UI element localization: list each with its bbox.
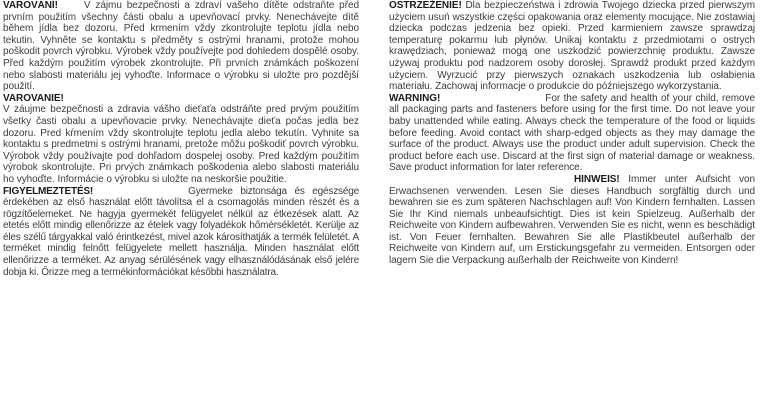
warning-section-polish: [389, 0, 755, 93]
warning-section-hungarian: [3, 186, 359, 279]
warning-section-slovak: [3, 93, 359, 186]
right-column: [389, 0, 755, 278]
section-heading-english: WARNING!: [389, 92, 441, 104]
section-heading-czech: VAROVÁNÍ!: [3, 0, 58, 11]
warning-section-czech: [3, 0, 359, 93]
section-heading-german: HINWEIS!: [574, 173, 620, 185]
left-column: [3, 0, 359, 278]
section-heading-hungarian: FIGYELMEZTETÉS!: [3, 185, 94, 197]
section-heading-slovak: VAROVANIE!: [3, 92, 64, 104]
section-body-polish: Dla bezpieczeństwa i zdrowia Twojego dziecka przed pierwszym użyciem usuń wszystkie części opakowania oraz elementy mocujące. Nie zostawiaj dziecka podczas jedzenia bez opieki. Przed karmieniem zawsze sprawdzaj temperaturę pokarmu lub płynów. Unikaj kontaktu z przedmiotami o ostrych krawędziach, ponieważ mogą one uszkodzić powierzchnię produktu. Zawsze używaj produktu pod nadzorem osoby dorosłej. Sprawdź produkt przed każdym użyciem. Wyrzucić przy pierwszych oznakach uszkodzenia lub osłabienia materiału. Zachowaj informacje o produkcie do późniejszego wykorzystania.: [389, 0, 755, 93]
section-body-slovak: V záujme bezpečnosti a zdravia vášho dieťaťa odstráňte pred prvým použitím všetky časti obalu a upevňovacie prvky. Nenechávajte dieťa počas jedla bez dozoru. Pred kŕmením vždy skontrolujte teplotu jedla alebo tekutín. Vyhnite sa kontaktu s predmetmi s ostrými hranami, pretože môžu poškodiť povrch výrobku. Výrobok vždy používajte pod dohľadom dospelej osoby. Pred každým použitím výrobok skontrolujte. Pri prvých známkach poškodenia alebo slabosti materiálu ho vyhoďte. Informácie o výrobku si uložte na neskoršie použitie.: [3, 104, 359, 185]
warning-section-german: [389, 174, 755, 267]
heading-gap: [93, 193, 188, 194]
section-heading-polish: OSTRZEŻENIE!: [389, 0, 462, 11]
section-body-english: For the safety and health of your child, remove all packaging parts and fasteners before using for the first time. Do not leave your baby unattended while eating. Always check the temperature of the food or liquids before feeding. Avoid contact with sharp-edged objects as they may damage the surface of the product. Always use the product under adult supervision. Check the product before each use. Discard at the first sign of material damage or weakness. Save product information for later reference.: [389, 92, 755, 174]
section-body-czech: V zájmu bezpečnosti a zdraví vašeho dítěte odstraňte před prvním použitím všechny části obalu a upevňovací prvky. Nenechávejte dítě během jídla bez dozoru. Před krmením vždy zkontrolujte teplotu jídla nebo tekutin. Vyhněte se kontaktu s předměty s ostrými hranami, protože mohou poškodit povrch výrobku. Výrobek vždy používejte pod dohledem dospělé osoby. Před každým použitím výrobek zkontrolujte. Při prvních známkách poškození nebo slabosti materiálu jej vyhoďte. Informace o výrobku si uložte pro pozdější použití.: [3, 0, 359, 93]
heading-gap: [440, 100, 545, 101]
section-body-german: Immer unter Aufsicht von Erwachsenen verwenden. Lesen Sie dieses Handbuch sorgfältig durch und bewahren sie es zum späteren Nachschlagen auf! Von Kindern fernhalten. Lassen Sie Ihr Kind niemals unbeaufsichtigt. Dies ist kein Spielzeug. Außerhalb der Reichweite von Kindern aufbewahren. Verwenden Sie es nicht, wenn es beschädigt ist. Von Feuer fernhalten. Bewahren Sie alle Plastikbeutel außerhalb der Reichweite von Kindern auf, um Erstickungsgefahr zu vermeiden. Entsorgen oder lagern Sie die Verpackung außerhalb der Reichweite von Kindern!: [389, 173, 755, 267]
warning-section-english: [389, 93, 755, 174]
section-body-hungarian: Gyermeke biztonsága és egészsége érdekében az első használat előtt távolítsa el a csomagolás minden részét és a rögzítőelemeket. Ne hagyja gyermekét felügyelet nélkül az étkezések alatt. Az etetés előtt mindig ellenőrizze az ételek vagy folyadékok hőmérsékletét. Kerülje az éles szélű tárgyakkal való érintkezést, mivel azok károsíthatják a termék felületét. A terméket mindig felnőtt felügyelete mellett használja. Minden használat előtt ellenőrizze a terméket. Az anyag sérülésének vagy elhasználódásának első jelére dobja ki. Őrizze meg a termékinformációkat későbbi használatra.: [3, 185, 359, 278]
heading-gap: [58, 7, 84, 8]
